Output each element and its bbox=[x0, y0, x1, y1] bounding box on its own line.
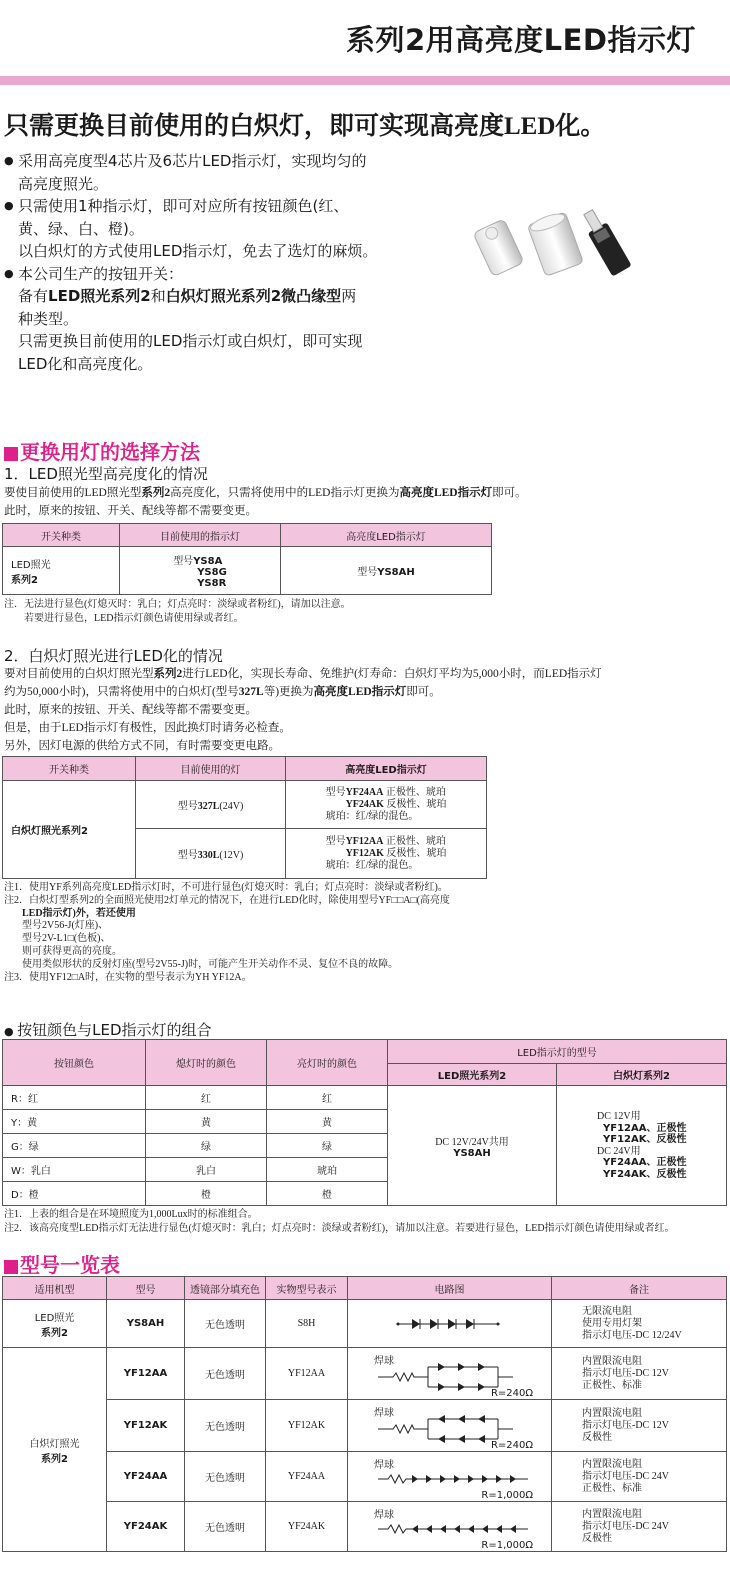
para-led: 要使目前使用的LED照光型系列2高亮度化，只需将使用中的LED指示灯更换为高亮度LED指示灯即可。 此时，原来的按钮、开关、配线等都不需要变更。 bbox=[4, 487, 527, 517]
para-incandescent: 要对目前使用的白炽灯照光型系列2进行LED化，实现长寿命、免维护(灯寿命：白炽灯平均为5,000小时，而LED指示灯 约为50,000小时)，只需将使用中的白炽灯(型号327L等)更换为高亮度LED指示灯即可。 此时，原来的按钮、开关、配线等都不需要变更。 但是，由于LED指示灯有极性，因此换灯时请务必检查。 另外，因灯电源的供给方式不同，有时需要变更电路。 bbox=[4, 668, 602, 752]
section-heading-models: 型号一览表 bbox=[4, 1249, 120, 1278]
header-bar bbox=[0, 76, 730, 85]
subheading-led: 1．LED照光型高亮度化的情况 bbox=[4, 465, 208, 483]
table-row: YF24AK 无色透明 YF24AK 焊球 R=1,000Ω 内置限流电阻 指示灯电压-DC 24V 反极性 bbox=[3, 1502, 727, 1552]
table-incandescent-replacement: 开关种类 目前使用的灯 高亮度LED指示灯 白炽灯照光系列2 型号327L(24V) 型号YF24AA 正极性、琥珀 YF24AK 反极性、琥珀 琥珀：红/绿的混色。 型号330L(12V) 型号YF12AA 正极性、琥珀 YF12AK 反极性、琥珀 琥珀：红/绿的混色。 bbox=[2, 756, 487, 879]
table-row: W：乳白 乳白 琥珀 bbox=[3, 1158, 727, 1182]
led-lamps-image bbox=[470, 195, 640, 285]
table-row: G：绿 绿 绿 bbox=[3, 1134, 727, 1158]
page-title: 系列2用高亮度LED指示灯 bbox=[345, 23, 696, 57]
combo-heading: ● 按钮颜色与LED指示灯的组合 bbox=[4, 1021, 212, 1039]
table-led-replacement: 开关种类 目前使用的指示灯 高亮度LED指示灯 LED照光 系列2 型号YS8A YS8G YS8R 型号YS8AH bbox=[2, 523, 492, 595]
notes-combo: 注1．上表的组合是在环境照度为1,000Lux时的标准组合。 注2．该高亮度型LED指示灯无法进行显色(灯熄灭时：乳白；灯点亮时：淡绿或者粉红)，请加以注意。若要进行显色，LED指示灯颜色请使用绿或者红。 bbox=[4, 1209, 675, 1234]
table-row: 白炽灯照光 系列2 YF12AA 无色透明 YF12AA 焊球 R=240Ω 内置限流电阻 指示灯电压-DC 12V 正极性、标准 bbox=[3, 1348, 727, 1400]
table-row: D：橙 橙 橙 bbox=[3, 1182, 727, 1206]
feature-item: ● 只需使用1种指示灯，即可对应所有按钮颜色(红、 bbox=[4, 195, 404, 218]
intro-subtitle: 只需更换目前使用的白炽灯，即可实现高亮度LED化。 bbox=[4, 113, 606, 140]
feature-list: ● 采用高亮度型4芯片及6芯片LED指示灯，实现均匀的 高亮度照光。 ● 只需使用1种指示灯，即可对应所有按钮颜色(红、 黄、绿、白、橙)。 以白炽灯的方式使用LED指示灯，免去了选灯的麻烦。 ● 本公司生产的按钮开关： 备有LED照光系列2和白炽灯照光系列2微凸缘型两 种类型。 只需更换目前使用的LED指示灯或白炽灯，即可实现 LED化和高亮度化。 bbox=[4, 150, 404, 375]
note-led: 注．无法进行显色(灯熄灭时：乳白；灯点亮时：淡绿或者粉红)，请加以注意。 若要进行显色，LED指示灯颜色请使用绿或者红。 bbox=[4, 599, 351, 624]
section-heading-replacement: 更换用灯的选择方法 bbox=[4, 436, 200, 465]
table-row: YF24AA 无色透明 YF24AA 焊球 R=1,000Ω 内置限流电阻 指示灯电压-DC 24V 正极性、标准 bbox=[3, 1452, 727, 1502]
table-row: R：红 红 红 DC 12V/24V共用 YS8AH DC 12V用 YF12AA、正极性 YF12AK、反极性 DC 24V用 YF24AA、正极性 YF24AK、反极性 bbox=[3, 1086, 727, 1110]
table-color-combo: 按钮颜色 熄灯时的颜色 亮灯时的颜色 LED指示灯的型号 LED照光系列2 白炽灯系列2 R：红 红 红 DC 12V/24V共用 YS8AH DC 12V用 YF12AA、正极性 YF12AK、反极性 DC 24V用 YF24AA、正极性 YF24AK、反极性 Y：黄 黄 黄 G：绿 绿 绿 W：乳白 乳白 琥珀 D：橙 橙 橙 bbox=[2, 1039, 727, 1206]
table-row: LED照光 系列2 YS8AH 无色透明 S8H 无限流电阻 使用专用灯架 指示灯电压-DC 12/24V bbox=[3, 1300, 727, 1348]
subheading-incandescent: 2．白炽灯照光进行LED化的情况 bbox=[4, 647, 223, 665]
table-models: 适用机型 型号 透镜部分填充色 实物型号表示 电路图 备注 LED照光 系列2 YS8AH 无色透明 S8H 无限流电阻 使用专用灯架 指示灯电压-DC 12/24V 白炽灯照光 系列2 YF12AA 无色透明 YF12AA 焊球 R=240Ω 内置限流电阻 指示灯电压-DC 12V 正极性、标准 YF12AK 无色透明 YF12AK 焊球 R=240Ω 内置限流电阻 指示灯电压-DC 12V 反极性 YF24AA 无色透明 YF24AA 焊球 R=1,000Ω 内置限流电阻 指示灯电压-DC 24V 正极性、标准 YF24AK 无色透明 YF24AK 焊球 R=1,000Ω 内置限流电阻 指示灯电压-DC 24V 反极性 bbox=[2, 1276, 727, 1552]
circuit-diagram bbox=[350, 1302, 550, 1342]
notes-incandescent: 注1．使用YF系列高亮度LED指示灯时，不可进行显色(灯熄灭时：乳白；灯点亮时：淡绿或者粉红)。 注2．白炽灯型系列2的全面照光使用2灯单元的情况下，在进行LED化时，除使用型号YF□□A□(高亮度 LED指示灯)外，若还使用 型号2V56-J(灯座)、 型号2V-L1□(色板)、 则可获得更高的亮度。 使用类似形状的反射灯座(型号2V55-J)时，可能产生开关动作不灵、复位不良的故障。 注3．使用YF12□A时，在实物的型号表示为YH YF12A。 bbox=[4, 882, 450, 983]
feature-item: ● 本公司生产的按钮开关： bbox=[4, 263, 404, 286]
feature-item: ● 采用高亮度型4芯片及6芯片LED指示灯，实现均匀的 bbox=[4, 150, 404, 173]
table-row: YF12AK 无色透明 YF12AK 焊球 R=240Ω 内置限流电阻 指示灯电压-DC 12V 反极性 bbox=[3, 1400, 727, 1452]
table-row: Y：黄 黄 黄 bbox=[3, 1110, 727, 1134]
